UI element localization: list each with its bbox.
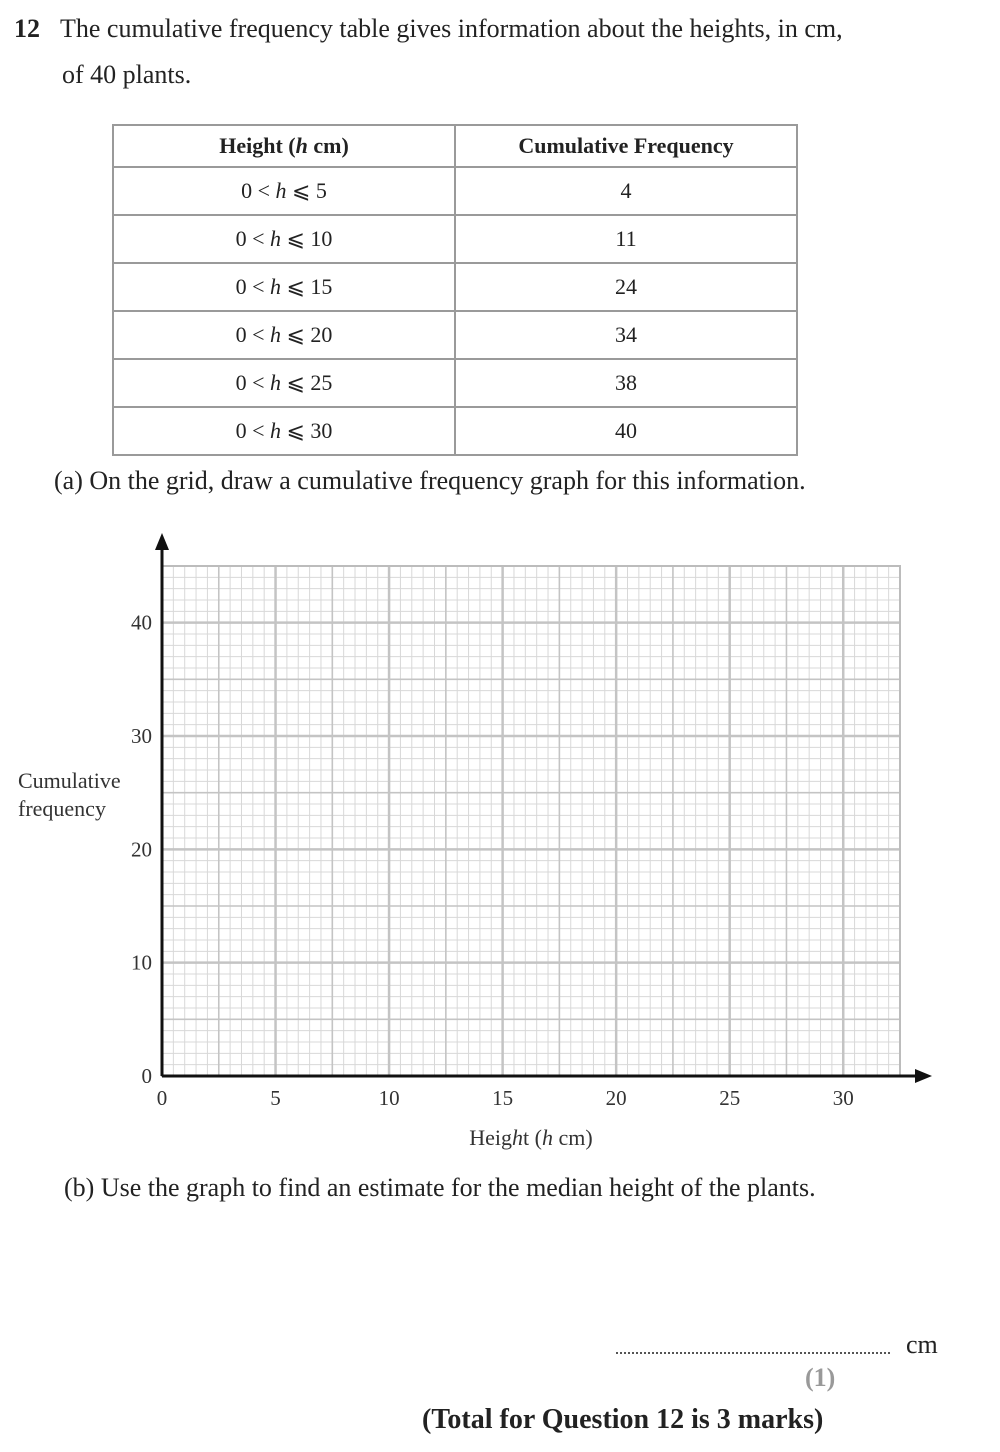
question-intro-line1: The cumulative frequency table gives information about the heights, in cm, bbox=[60, 14, 843, 43]
cf-cell: 38 bbox=[455, 359, 797, 407]
grid-border bbox=[162, 566, 900, 1076]
height-cell: 0 < h ⩽ 5 bbox=[113, 167, 455, 215]
part-b-instruction: (b) Use the graph to find an estimate for the median height of the plants. bbox=[64, 1173, 816, 1202]
question-intro-line2: of 40 plants. bbox=[62, 60, 192, 89]
cf-cell: 34 bbox=[455, 311, 797, 359]
part-a-instruction: (a) On the grid, draw a cumulative frequency graph for this information. bbox=[54, 466, 806, 495]
height-cell: 0 < h ⩽ 15 bbox=[113, 263, 455, 311]
x-tick-label: 20 bbox=[605, 1086, 627, 1110]
y-tick-label: 30 bbox=[131, 724, 152, 748]
table-row bbox=[113, 407, 797, 455]
x-tick-label: 30 bbox=[832, 1086, 854, 1110]
header-cumulative-frequency: Cumulative Frequency bbox=[455, 125, 797, 167]
y-axis-label: Cumulative frequency bbox=[18, 768, 121, 821]
question-number: 12 bbox=[14, 14, 40, 43]
y-tick-label: 20 bbox=[131, 837, 152, 862]
height-cell: 0 < h ⩽ 30 bbox=[113, 407, 455, 455]
answer-line[interactable] bbox=[616, 1352, 890, 1354]
cf-cell: 11 bbox=[455, 215, 797, 263]
table-row bbox=[113, 263, 797, 311]
cf-cell: 24 bbox=[455, 263, 797, 311]
table-row bbox=[113, 167, 797, 215]
header-height: Height (h cm) bbox=[113, 125, 455, 167]
x-axis-arrow-icon bbox=[915, 1069, 932, 1083]
x-tick-label: 10 bbox=[378, 1086, 400, 1110]
y-tick-label: 10 bbox=[131, 950, 152, 975]
x-tick-label: 15 bbox=[492, 1086, 514, 1110]
table-row bbox=[113, 359, 797, 407]
marks-label: (1) bbox=[805, 1363, 836, 1392]
x-tick-label: 25 bbox=[719, 1086, 741, 1110]
height-cell: 0 < h ⩽ 25 bbox=[113, 359, 455, 407]
cumulative-frequency-grid[interactable] bbox=[0, 520, 1000, 1160]
y-axis-arrow-icon bbox=[155, 533, 169, 550]
table-header-row bbox=[113, 125, 797, 167]
cf-cell: 40 bbox=[455, 407, 797, 455]
answer-unit: cm bbox=[906, 1330, 938, 1359]
cumulative-frequency-table bbox=[112, 124, 798, 456]
cf-cell: 4 bbox=[455, 167, 797, 215]
x-tick-label: 5 bbox=[270, 1086, 281, 1110]
y-tick-label: 0 bbox=[141, 1064, 152, 1088]
height-cell: 0 < h ⩽ 20 bbox=[113, 311, 455, 359]
height-cell: 0 < h ⩽ 10 bbox=[113, 215, 455, 263]
total-marks: (Total for Question 12 is 3 marks) bbox=[422, 1404, 824, 1435]
table-row bbox=[113, 215, 797, 263]
x-axis-label: Height (h cm) bbox=[469, 1125, 593, 1150]
x-tick-label: 0 bbox=[156, 1086, 168, 1110]
y-tick-label: 40 bbox=[131, 610, 152, 635]
table-row bbox=[113, 311, 797, 359]
